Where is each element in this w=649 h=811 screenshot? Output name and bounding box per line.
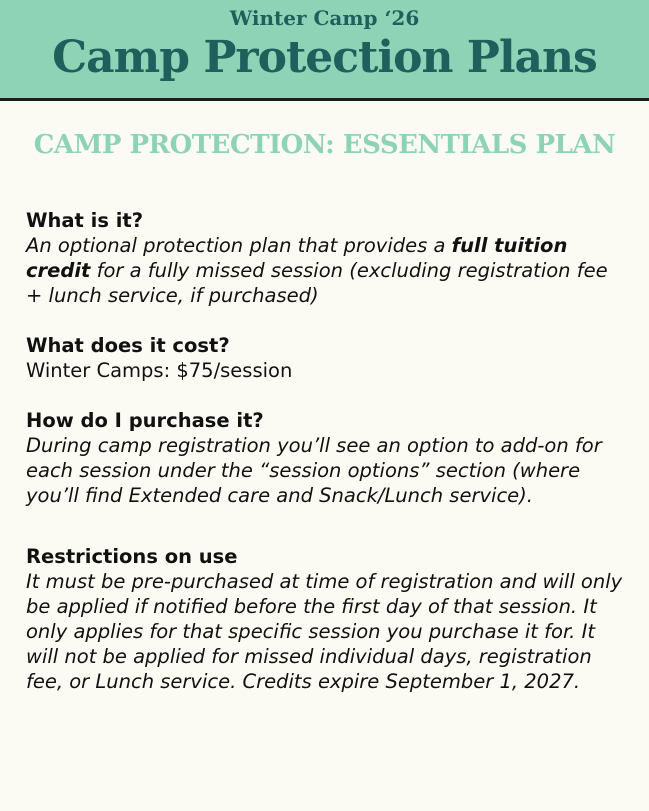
question-purchase: How do I purchase it? xyxy=(26,409,264,432)
section-restrictions xyxy=(26,544,626,694)
question-cost: What does it cost? xyxy=(26,334,230,357)
answer-what-post: for a fully missed session (excluding registration fee + lunch service, if purchased) xyxy=(26,259,608,307)
section-cost xyxy=(26,333,626,383)
header-banner xyxy=(0,0,649,101)
page-title: Camp Protection Plans xyxy=(52,32,597,83)
question-restrictions: Restrictions on use xyxy=(26,545,238,568)
plan-title: CAMP PROTECTION: ESSENTIALS PLAN xyxy=(33,130,616,160)
answer-what-bold: full tuition credit xyxy=(26,234,568,282)
answer-cost: Winter Camps: $75/session xyxy=(26,359,293,382)
section-purchase xyxy=(26,408,626,508)
answer-restrictions: It must be pre-purchased at time of registration and will only be applied if notified before the first day of that session. It only applies for that specific session you purchase it for. It will not be applied for missed individual days, registration fee, or Lunch service. Credits expire September 1, 2027. xyxy=(26,570,623,693)
question-what-is-it: What is it? xyxy=(26,209,144,232)
answer-purchase: During camp registration you’ll see an option to add-on for each session under the “session options” section (where you’ll find Extended care and Snack/Lunch service). xyxy=(26,434,602,507)
answer-what-is-it xyxy=(26,233,626,308)
section-what-is-it xyxy=(26,208,626,308)
plan-details xyxy=(26,208,626,694)
answer-what-pre: An optional protection plan that provides a xyxy=(26,234,452,257)
header-supertitle: Winter Camp ‘26 xyxy=(229,6,420,30)
